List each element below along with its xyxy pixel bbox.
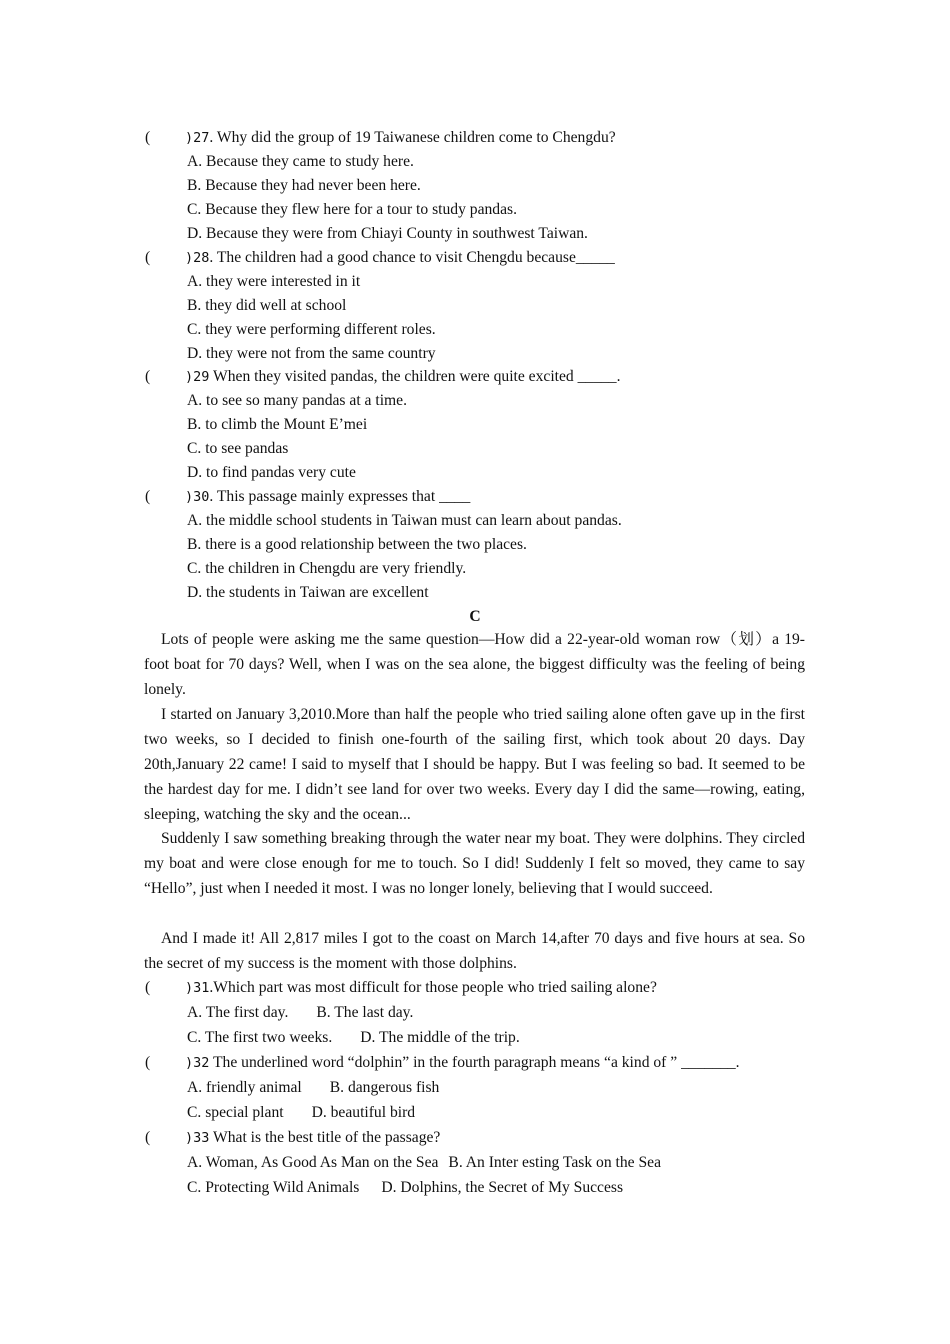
question-27	[145, 127, 616, 149]
option-row	[187, 1077, 439, 1099]
option-27c: C. Because they flew here for a tour to study pandas.	[187, 201, 517, 218]
question-28	[145, 247, 615, 269]
question-32	[145, 1052, 740, 1074]
option-31a: A. The first day.	[187, 1004, 289, 1021]
option-32c: C. special plant	[187, 1104, 284, 1121]
passage-paragraph-4: And I made it! All 2,817 miles I got to the coast on March 14,after 70 days and five hours at sea. So the secret of my success is the moment with those dolphins.	[144, 930, 805, 972]
question-number: )28	[185, 250, 210, 266]
option-row	[187, 1102, 415, 1124]
option-33b: B. An Inter esting Task on the Sea	[448, 1154, 661, 1171]
passage-paragraph-1: Lots of people were asking me the same question—How did a 22-year-old woman row（划）a 19-foot boat for 70 days? Well, when I was on the sea alone, the biggest difficulty was the feeling of being lonely.	[144, 631, 805, 698]
option-32b: B. dangerous fish	[329, 1079, 440, 1096]
option-30b: B. there is a good relationship between the two places.	[187, 536, 527, 553]
question-29	[145, 366, 620, 388]
question-30	[145, 486, 470, 508]
option-row	[187, 1027, 520, 1049]
option-28b: B. they did well at school	[187, 297, 347, 314]
option-33d: D. Dolphins, the Secret of My Success	[381, 1179, 624, 1196]
answer-paren: (	[145, 488, 151, 505]
option-32d: D. beautiful bird	[311, 1104, 416, 1121]
answer-paren: (	[145, 1129, 151, 1146]
option-28c: C. they were performing different roles.	[187, 321, 436, 338]
answer-paren: (	[145, 129, 151, 146]
option-29c: C. to see pandas	[187, 440, 289, 457]
option-33a: A. Woman, As Good As Man on the Sea	[187, 1154, 439, 1171]
option-27a: A. Because they came to study here.	[187, 153, 414, 170]
passage-paragraph-2: I started on January 3,2010.More than half the people who tried sailing alone often gave up in the first two weeks, so I decided to finish one-fourth of the sailing first, which took about 20 days. Day 20th,January 22 came! I said to myself that I should be happy. But I was feeling so bad. It seemed to be the hardest day for me. I didn’t see land for over two weeks. Every day I did the same—rowing, eating, sleeping, watching the sky and the ocean...	[144, 706, 805, 823]
question-stem: What is the best title of the passage?	[209, 1129, 441, 1146]
question-number: )29	[185, 369, 210, 385]
question-33	[145, 1127, 440, 1149]
question-stem: The underlined word “dolphin” in the fourth paragraph means “a kind of ” _______.	[209, 1054, 740, 1071]
question-number: )30	[185, 489, 210, 505]
question-number: )32	[185, 1055, 210, 1071]
option-29d: D. to find pandas very cute	[187, 464, 356, 481]
option-30c: C. the children in Chengdu are very friendly.	[187, 560, 467, 577]
question-stem: . This passage mainly expresses that ____	[209, 488, 471, 505]
option-29b: B. to climb the Mount E’mei	[187, 416, 368, 433]
option-28d: D. they were not from the same country	[187, 345, 436, 362]
question-stem: . Why did the group of 19 Taiwanese children come to Chengdu?	[209, 129, 616, 146]
option-27d: D. Because they were from Chiayi County in southwest Taiwan.	[187, 225, 588, 242]
answer-paren: (	[145, 249, 151, 266]
option-row	[187, 1152, 661, 1174]
option-row	[187, 1002, 413, 1024]
answer-paren: (	[145, 979, 151, 996]
answer-paren: (	[145, 1054, 151, 1071]
option-30d: D. the students in Taiwan are excellent	[187, 584, 429, 601]
question-stem: . The children had a good chance to visit Chengdu because_____	[209, 249, 615, 266]
question-number: )33	[185, 1130, 210, 1146]
section-heading: C	[469, 608, 481, 625]
option-28a: A. they were interested in it	[187, 273, 361, 290]
option-31d: D. The middle of the trip.	[360, 1029, 520, 1046]
option-31b: B. The last day.	[316, 1004, 414, 1021]
passage-paragraph-3: Suddenly I saw something breaking through the water near my boat. They were dolphins. They circled my boat and were close enough for me to touch. So I did! Suddenly I felt so moved, they came to say “Hello”, just when I needed it most. I was no longer lonely, believing that I would succeed.	[144, 830, 805, 897]
option-29a: A. to see so many pandas at a time.	[187, 392, 407, 409]
answer-paren: (	[145, 368, 151, 385]
option-33c: C. Protecting Wild Animals	[187, 1179, 360, 1196]
question-number: )27	[185, 130, 210, 146]
option-31c: C. The first two weeks.	[187, 1029, 333, 1046]
question-stem: .Which part was most difficult for those people who tried sailing alone?	[209, 979, 657, 996]
option-32a: A. friendly animal	[187, 1079, 302, 1096]
question-number: )31	[185, 980, 210, 996]
question-stem: When they visited pandas, the children were quite excited _____.	[209, 368, 621, 385]
question-31	[145, 977, 657, 999]
option-27b: B. Because they had never been here.	[187, 177, 421, 194]
option-30a: A. the middle school students in Taiwan must can learn about pandas.	[187, 512, 622, 529]
option-row	[187, 1177, 623, 1199]
